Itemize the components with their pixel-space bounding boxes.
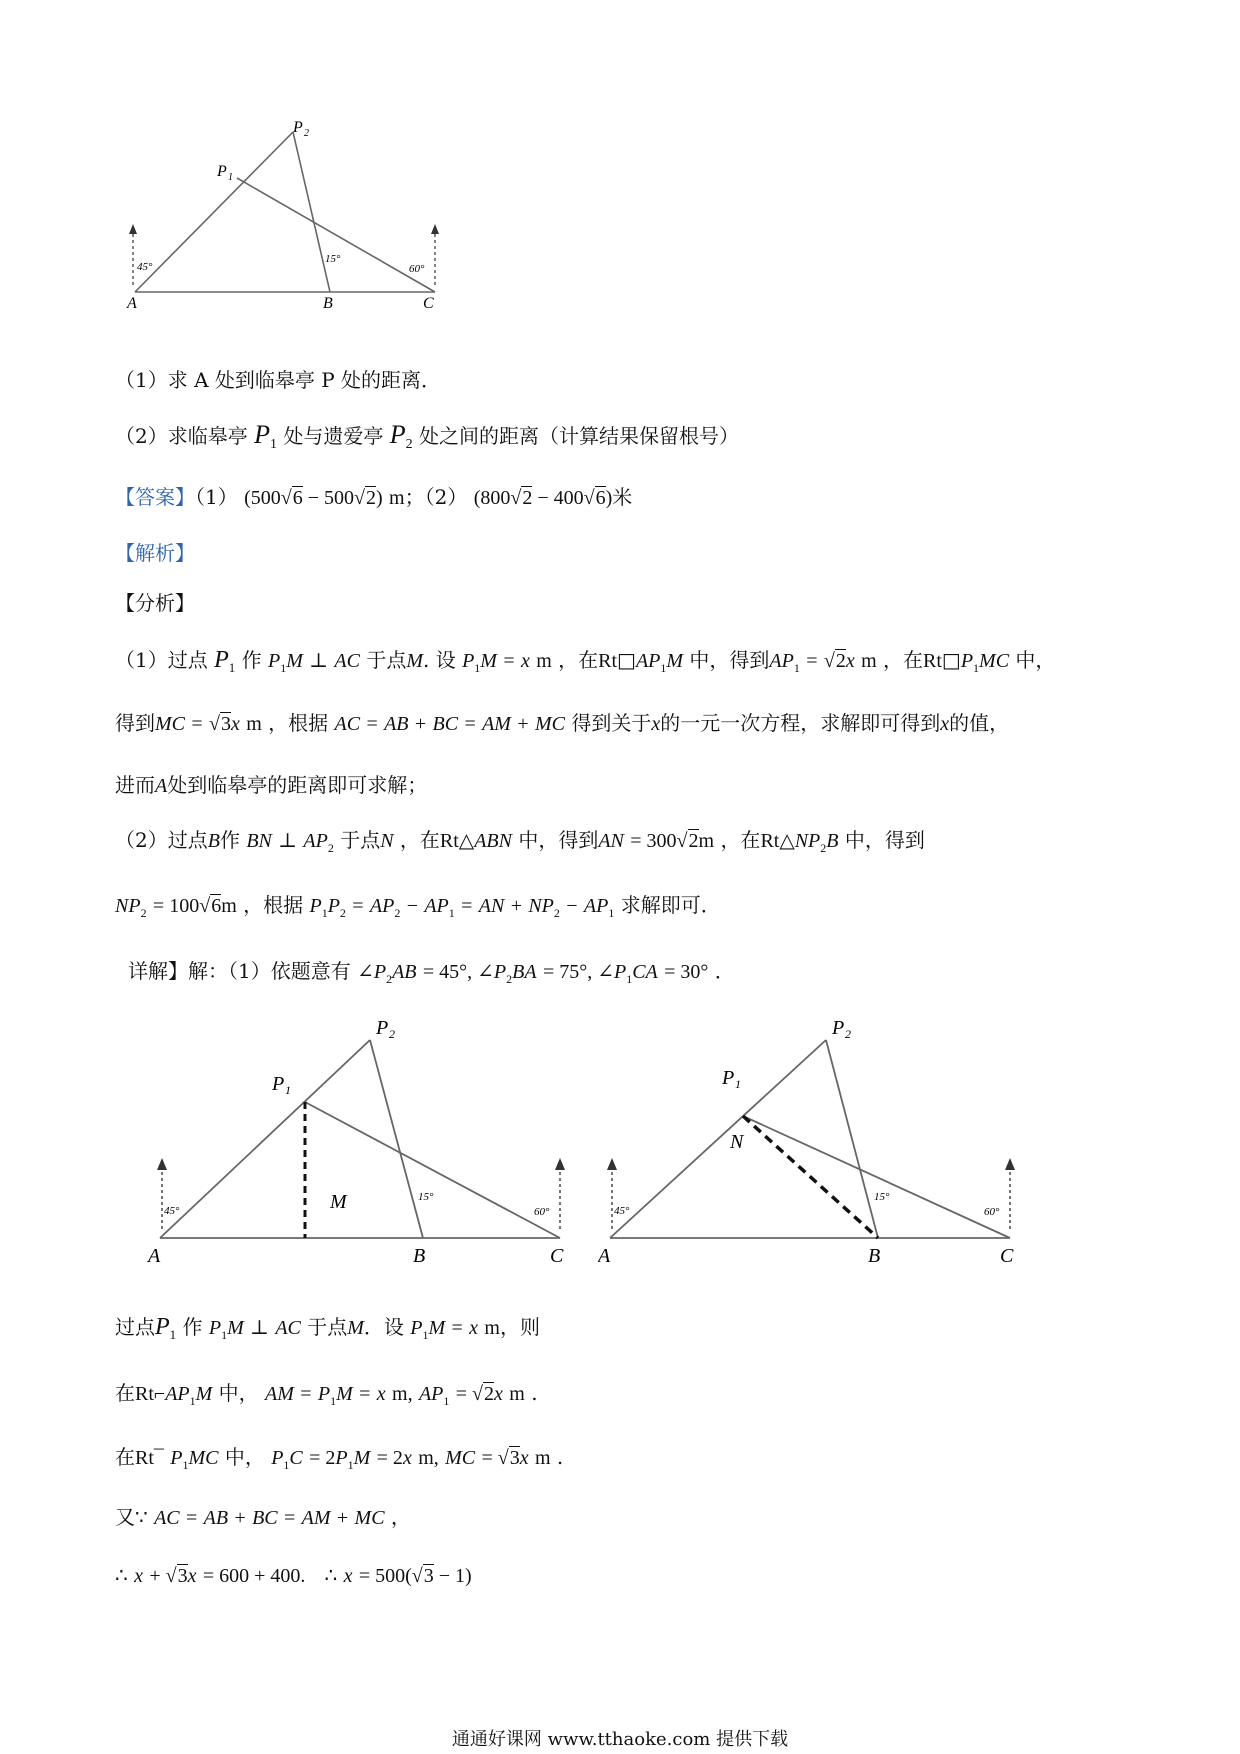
svg-text:45°: 45° bbox=[164, 1205, 180, 1217]
edge-P1C bbox=[237, 178, 435, 292]
step-4: 又∵ AC = AB + BC = AM + MC ， bbox=[115, 1505, 411, 1529]
step-2: 在$Rt⌐AP_1M$ 中， AM = $P_1M = x$ m, $AP_1 = √2x$ m . bbox=[115, 1381, 538, 1408]
label-P1: P bbox=[217, 163, 227, 180]
svg-text:60°: 60° bbox=[984, 1206, 1000, 1218]
svg-text:45°: 45° bbox=[614, 1205, 630, 1217]
svg-text:2: 2 bbox=[845, 1027, 851, 1041]
edge-P2B bbox=[293, 132, 330, 292]
angle-B: 15° bbox=[325, 253, 341, 265]
svg-text:A: A bbox=[148, 1245, 161, 1267]
svg-text:B: B bbox=[413, 1245, 426, 1267]
step-5: ∴ x + √3x = 600 + 400. ∴ x = 500(√3 − 1) bbox=[115, 1565, 472, 1587]
svg-text:15°: 15° bbox=[874, 1191, 890, 1203]
step-3: 在Rt¯ $P_1MC$ 中， $P_1C = 2P_1M = 2x$ m, MC = √3x m . bbox=[115, 1445, 564, 1472]
svg-text:15°: 15° bbox=[418, 1191, 434, 1203]
svg-text:1: 1 bbox=[285, 1083, 291, 1097]
label-B: B bbox=[323, 295, 333, 312]
svg-text:60°: 60° bbox=[534, 1206, 550, 1218]
jiexi-label: 【解析】 bbox=[115, 541, 195, 565]
answer-line: 【答案】（1） (500√6 − 500√2) m；（2） (800√2 − 400√6)米 bbox=[115, 485, 633, 509]
label-P2: P bbox=[293, 120, 303, 136]
fenxi-label: 【分析】 bbox=[115, 591, 195, 615]
analysis-1-line-3: 进而A处到临皋亭的距离即可求解； bbox=[115, 773, 428, 797]
angle-C: 60° bbox=[409, 263, 425, 275]
svg-text:A: A bbox=[598, 1245, 611, 1267]
svg-text:2: 2 bbox=[389, 1027, 395, 1041]
svg-text:C: C bbox=[1000, 1245, 1014, 1267]
step-1: 过点$P_1$ 作 $P_1M$ ⊥ AC 于点M．设 $P_1M = x$ m，则 bbox=[115, 1314, 540, 1342]
label-P1-sub: 1 bbox=[228, 172, 233, 183]
diagram-left bbox=[140, 1010, 580, 1270]
svg-text:B: B bbox=[868, 1245, 881, 1267]
detail-line: 详解】解：（1）依题意有 $\angle P_2AB = 45^\circ$, $\angle P_2BA = 75^\circ$, $\angle P_1CA = 30^\circ$ ． bbox=[128, 959, 735, 986]
label-A: A bbox=[127, 295, 137, 312]
svg-text:P: P bbox=[376, 1017, 389, 1039]
analysis-1-line-2: 得到MC = √3x m ，根据 AC = AB + BC = AM + MC 得到关于x的一元一次方程，求解即可得到x的值， bbox=[115, 711, 1010, 735]
svg-text:P: P bbox=[832, 1017, 845, 1039]
footer: 通通好课网 www.tthaoke.com 提供下载 bbox=[451, 1729, 789, 1750]
svg-text:P: P bbox=[722, 1067, 735, 1089]
diagram-right bbox=[598, 1010, 1038, 1270]
analysis-2-line-2: $NP_2 = 100√6m$ ，根据 $P_1P_2 = AP_2 - AP_1$ = AN + $NP_2 - AP_1$ 求解即可． bbox=[115, 893, 721, 920]
label-N: N bbox=[730, 1131, 744, 1153]
svg-text:P: P bbox=[272, 1073, 285, 1095]
svg-text:1: 1 bbox=[735, 1077, 741, 1091]
question-2: （2）求临皋亭 $P_1$ 处与遗爱亭 $P_2$ 处之间的距离（计算结果保留根号） bbox=[115, 420, 739, 452]
label-P2-sub: 2 bbox=[304, 128, 309, 139]
question-1: （1）求 A 处到临皋亭 P 处的距离． bbox=[115, 368, 442, 392]
top-diagram bbox=[125, 120, 465, 340]
angle-A: 45° bbox=[137, 261, 153, 273]
analysis-2-line-1: （2）过点B作 BN ⊥ $AP_2$ 于点N ，在Rt△ABN 中，得到AN = 300√2m ，在$Rt\triangle NP_2B$ 中，得到 bbox=[115, 828, 925, 855]
svg-text:C: C bbox=[550, 1245, 564, 1267]
label-M: M bbox=[330, 1191, 347, 1213]
label-C: C bbox=[423, 295, 434, 312]
edge-AP2 bbox=[135, 132, 293, 292]
analysis-1-line-1: （1）过点 $P_1$ 作 $P_1M$ ⊥ AC 于点M. 设 $P_1M = x$ m ，在$Rt□AP_1M$ 中，得到$AP_1 = √2x$ m ，在$Rt□P_1MC$ 中， bbox=[115, 647, 1056, 675]
